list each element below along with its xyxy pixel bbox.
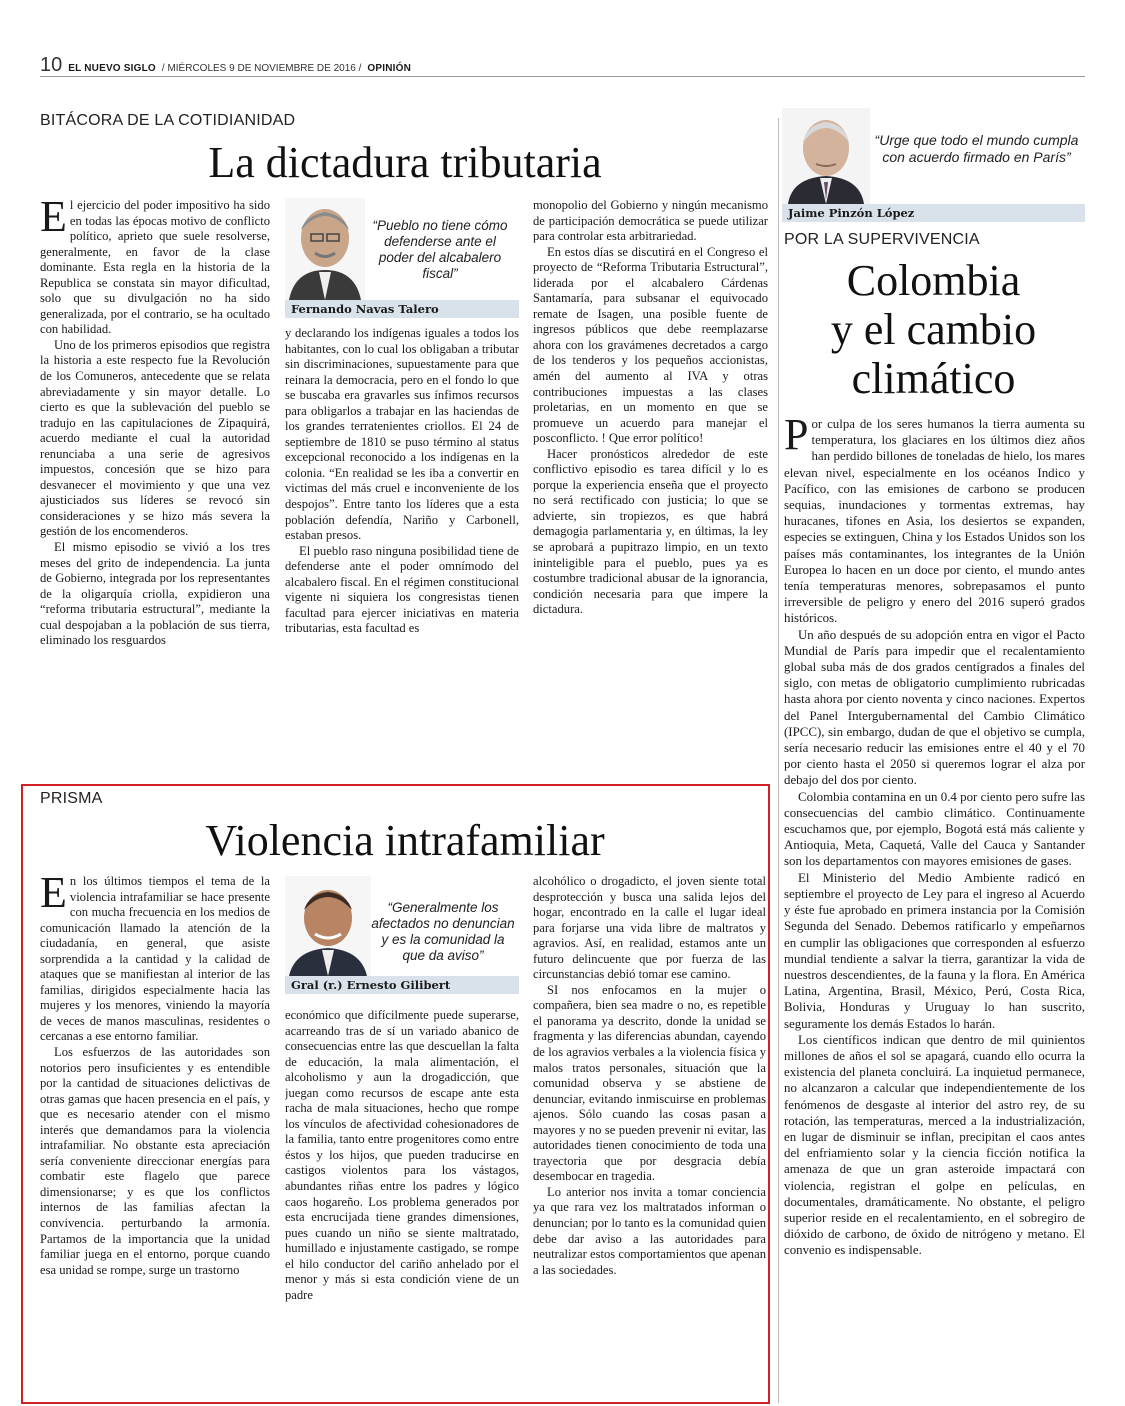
article2-author: Jaime Pinzón López xyxy=(782,204,1085,222)
paragraph-text: Los esfuerzos de las autoridades son notorios pero insuficientes y es entendible por la cantidad de situaciones delictivas de otras gamas que hacen presencia en el país, y que es necesario atender con el mismo interés que demandamos para la violencia intrafamiliar. No obstante esta apreciación sería conveniente direccionar energías para combatir este flagelo que parece dimensionarse; y es que los conflictos internos de las familias afectan la convivencia. perturbando la armonía. Partamos de la importancia que la unidad familiar juega en el entorno, porque cuando esa unidad se rompe, surge un trastorno xyxy=(40,1045,270,1277)
paragraph xyxy=(533,198,768,245)
paragraph-text: El mismo episodio se vivió a los tres meses del grito de independencia. La junta de Gobierno, integrada por los representantes de la oligarquía criolla, expidieron una “reforma tributaria estructural”, mediante la cual despojaban a la población de sus tierra, eliminado los resguardos xyxy=(40,540,270,648)
article1-title: La dictadura tributaria xyxy=(208,138,602,187)
paragraph-text: y declarando los indígenas iguales a todos los habitantes, con lo cual los obligaban a tributar sin discriminaciones, supuestamente para que reinara la democracia, pero en el fondo lo que se buscaba era gravarles sus ínfimos recursos para obligarlos a trabajar en las haciendas de los grandes terratenientes criollos. El 24 de septiembre de 1810 se puso término al status excepcional reconocido a los indígenas en la colonia. “En realidad se les iba a convertir en victimas del más cruel e inconveniente de los despojos”. Entre tanto los líderes que a esta población defendía, Nariño y Carbonell, estaban presos. xyxy=(285,326,519,543)
paragraph xyxy=(533,245,768,447)
paragraph-text: En estos días se discutirá en el Congreso el proyecto de “Reforma Tributaria Estructural”, liderada por el alcabalero Cárdenas Santamaría, para subsanar el equivocado remate de Isagen, una posible fuente de ingresos públicos que debe reemplazarse ahora con los gravámenes decretados a cargo de los tenderos y los pequeños accionistas, amén del aumento al IVA y otras contribuciones impuestas a las clases proletarias, en un momento en que se promueve un acuerdo para manejar el posconflicto. ! Que error político! xyxy=(533,244,768,446)
article1-column-3 xyxy=(533,198,768,758)
article1-author: Fernando Navas Talero xyxy=(285,300,519,318)
article2-quote: “Urge que todo el mundo cumpla con acuerdo firmado en París” xyxy=(874,132,1079,165)
paragraph xyxy=(285,1008,519,1303)
paragraph xyxy=(784,627,1085,789)
paragraph-text: Colombia contamina en un 0.4 por ciento pero sufre las consecuencias del cambio climático. Continuamente escuchamos que, por ejemplo, Bogotá está más caliente y Antioquia, Meta, Caquetá, Valle del Cauca y Santander son los departamentos con mayores emisiones de gases. xyxy=(784,789,1085,869)
drop-cap: E xyxy=(40,874,67,917)
paragraph xyxy=(784,416,1085,627)
article2-title-line-2: y el cambio xyxy=(830,305,1037,354)
author-box-gilibert xyxy=(285,876,519,996)
paragraph-text: Un año después de su adopción entra en vigor el Pacto Mundial de París para impedir que el recalentamiento global suba más de dos grados centígrados a finales del siglo, con metas de obligatorio cumplimiento rubricadas hasta ahora por ciento noventa y cinco naciones. Expertos del Panel Intergubernamental del Cambio Climático (IPCC), sin embargo, dudan de que el objetivo se cumpla, sería necesario reducir las emisiones entre el 40 y el 70 por ciento hasta el 2050 si queremos lograr el alza por debajo del dos por ciento. xyxy=(784,627,1085,788)
paragraph-text: SI nos enfocamos en la mujer o compañera, bien sea madre o no, es repetible el panorama ya descrito, donde la unidad se fragmenta y las diferencias abundan, cayendo de los agravios verbales a la violencia física y malos tratos personales, situación que la comunidad observa y se abstiene de denunciar, evitando inmiscuirse en problemas ajenos. Sólo cuando las cosas pasan a mayores y no se pueden prevenir ni evitar, las autoridades tienen conocimiento de toda una trayectoria que por desgracia debía desembocar en tragedia. xyxy=(533,982,766,1184)
paragraph xyxy=(784,789,1085,870)
author-photo-pinzon xyxy=(782,108,870,204)
paragraph-text: Uno de los primeros episodios que registra la historia a este respecto fue la Revolución de los Comuneros, antecedente que se relata abreviadamente y sin mayor detalle. Lo cierto es que la sublevación del pueblo se tradujo en las capitulaciones de Zipaquirá, acuerdo mediante el cual la autoridad renunciaba a una serie de agresivos impuestos, concesión que se hizo para desvanecer el movimiento y que una vez ajusticiados sus líderes se revocó sin consideraciones y se hizo más severa la gestión de los encomenderos. xyxy=(40,337,270,539)
article1-section: BITÁCORA DE LA COTIDIANIDAD xyxy=(40,112,296,129)
article1-column-2 xyxy=(285,326,519,758)
issue-date: / MIÉRCOLES 9 DE NOVIEMBRE DE 2016 / xyxy=(161,63,362,74)
paragraph xyxy=(784,870,1085,1032)
article3-author: Gral (r.) Ernesto Gilibert xyxy=(285,976,519,994)
paragraph-text: n los últimos tiempos el tema de la violencia intrafamiliar se hace presente con mucha frecuencia en los medios de comunicación llamado la atención de la ciudadanía, en general, que asiste sorprendida a la cantidad y la calidad de ataques que se manifiestan al interior de las familias, dirigidos especialmente hacia las mujeres y los menores, viniendo la mayoría de veces de manos masculinas, residentes o cercanas a ese entorno familiar. xyxy=(40,874,270,1044)
article3-section: PRISMA xyxy=(40,790,103,807)
article3-quote: “Generalmente los afectados no denuncian y es la comunidad la que da aviso” xyxy=(371,900,515,963)
page-number: 10 xyxy=(40,54,63,76)
article2-section: POR LA SUPERVIVENCIA xyxy=(784,231,980,248)
article2-title-line-1: Colombia xyxy=(846,256,1021,305)
paragraph-text: Hacer pronósticos alrededor de este conflictivo episodio es tarea difícil y lo es porque la experiencia enseña que el proyecto no será rectificado con justicia; lo que se advierte, sin tropiezos, es que habrá demagogia parlamentaria y, en últimas, la ley se aprobará a pupitrazo limpio, en un texto ininteligible para el pueblo, pues ya es costumbre tradicional abusar de la ignorancia, condición necesaria para que impere la dictadura. xyxy=(533,446,768,617)
paragraph-text: alcohólico o drogadicto, el joven siente total desprotección y busca una salida lejos del hogar, encontrado en la calle el lugar ideal para forjarse una vida libre de maltratos y agravios. Así, en realidad, estamos ante un futuro delincuente que por fuerza de las circunstancias debió tomar ese camino. xyxy=(533,874,766,982)
article3-column-2 xyxy=(285,1008,519,1398)
paragraph xyxy=(40,1045,270,1278)
paragraph xyxy=(533,447,768,618)
article3-column-1 xyxy=(40,874,270,1398)
paragraph xyxy=(784,1032,1085,1259)
author-photo-navas xyxy=(285,198,365,300)
paragraph xyxy=(533,874,766,983)
article2-title-line-3: climático xyxy=(851,354,1016,403)
section-name: OPINIÓN xyxy=(367,63,412,74)
paragraph xyxy=(40,540,270,649)
article2-body xyxy=(784,416,1085,1401)
paragraph xyxy=(40,338,270,540)
newspaper-name: EL NUEVO SIGLO xyxy=(68,63,156,74)
drop-cap: E xyxy=(40,198,67,241)
paragraph-text: económico que difícilmente puede superarse, acarreando tras de sí un variado abanico de consecuencias entre las que descuellan la falta de educación, la mala alimentación, el alcoholismo y aun la drogadicción, que juegan como recursos de escape ante esta racha de mala situaciones, hecho que rompe los vínculos de afectividad cohesionadores de la familia, tanto entre progenitores como entre éstos y los hijos, que pueden traducirse en castigos violentos para los vástagos, abundantes riñas entre los padres y lógico caos hogareño. Los problema generados por esta encrucijada tiene grandes dimensiones, pues cuando un niño se siente maltratado, humillado e injustamente castigado, se rompe el hilo conductor del cariño anhelado por el menor y más si esta condición viene de un padre xyxy=(285,1008,519,1302)
article1-column-1 xyxy=(40,198,270,758)
paragraph-text: l ejercicio del poder impositivo ha sido en todas las épocas motivo de conflicto político, aprieto que suele resolverse, generalmente, en favor de la clase dominante. Esta regla en la historia de la Republica se constata sin mayor dificultad, solo que su divulgación no ha sido generalizada, por el contrario, se ha ocultado con habilidad. xyxy=(40,198,270,337)
paragraph-text: or culpa de los seres humanos la tierra aumenta su temperatura, los glaciares en los últimos diez años han perdido billones de toneladas de hielo, los mares elevan nivel, especialmente en los océanos Indico y Pacífico, con las emisiones de carbono se producen sequias, inundaciones y tormentas extremas, hay huracanes, tifones en Asia, los desiertos se expanden, especies se extinguen, China y los Estados Unidos son los países más contaminantes, los integrantes de la Unión Europea lo hacen en un doce por ciento, el mundo antes tenía temperaturas menores, sobrepasamos el punto irreversible de peligro y enero del 2016 superó grados históricos. xyxy=(784,417,1085,626)
paragraph-text: El pueblo raso ninguna posibilidad tiene de defenderse ante el poder omnímodo del alcabalero fiscal. En el régimen constitucional vigente ni siquiera los congresistas tienen facultad para ejercer iniciativas en materia tributarias, esta facultad es xyxy=(285,543,519,636)
drop-cap: P xyxy=(784,416,809,459)
paragraph-text: Los científicos indican que dentro de mil quinientos millones de años el sol se apagará, cuando ello ocurra la existencia del planeta concluirá. La inquietud permanece, no alcanzaron a calcular que independientemente de los fenómenos de desgaste al interior del astro rey, de su rotación, las temperaturas, merced a la industrialización, en lugar de disminuir se inflan, precipitan el caos antes del enfriamiento solar y la ciencia ficción notifica la amenaza de que un gran asteroide impactará con violencia, registran el golpe en películas, en documentales, dramáticamente. No obstante, el peligro superior reside en el recalentamiento, en el sobregiro de dióxido de carbono, de óxido de nitrógeno y metano. El convenio es indispensable. xyxy=(784,1032,1085,1258)
article3-title: Violencia intrafamiliar xyxy=(205,816,605,865)
paragraph-text: monopolio del Gobierno y ningún mecanismo de participación democrática se puede utilizar para controlar esta arbitrariedad. xyxy=(533,198,768,244)
article1-quote: “Pueblo no tiene cómo defenderse ante el poder del alcabalero fiscal” xyxy=(372,218,508,281)
article2-title xyxy=(782,256,1085,403)
paragraph xyxy=(285,326,519,544)
article3-column-3 xyxy=(533,874,766,1398)
author-box-navas xyxy=(285,198,519,318)
paragraph xyxy=(533,1185,766,1278)
paragraph xyxy=(40,198,270,338)
author-box-pinzon xyxy=(782,108,1085,220)
column-divider xyxy=(778,118,779,1403)
page-header xyxy=(40,52,1085,77)
paragraph xyxy=(40,874,270,1045)
paragraph xyxy=(533,983,766,1185)
paragraph-text: El Ministerio del Medio Ambiente radicó en septiembre el proyecto de Ley para el ingreso al Acuerdo y éste fue aprobado en primera instancia por la Comisión Segunda del Senado. Debemos ratificarlo y empeñarnos en cumplir las obligaciones que corresponden al esfuerzo mundial tendiente a salvar la tierra, garantizar la vida de nuestros descendientes, de la fauna y la flora. En América Latina, Argentina, Brasil, México, Perú, Costa Rica, Bolivia, Honduras y Uruguay lo han suscrito, seguramente los demás Estados lo harán. xyxy=(784,870,1085,1031)
paragraph xyxy=(285,544,519,637)
author-photo-gilibert xyxy=(285,876,371,976)
paragraph-text: Lo anterior nos invita a tomar conciencia ya que rara vez los maltratados informan o denuncian; por lo tanto es la comunidad quien debe dar aviso a las autoridades para neutralizar estos comportamientos que apenan a las sociedades. xyxy=(533,1184,766,1277)
